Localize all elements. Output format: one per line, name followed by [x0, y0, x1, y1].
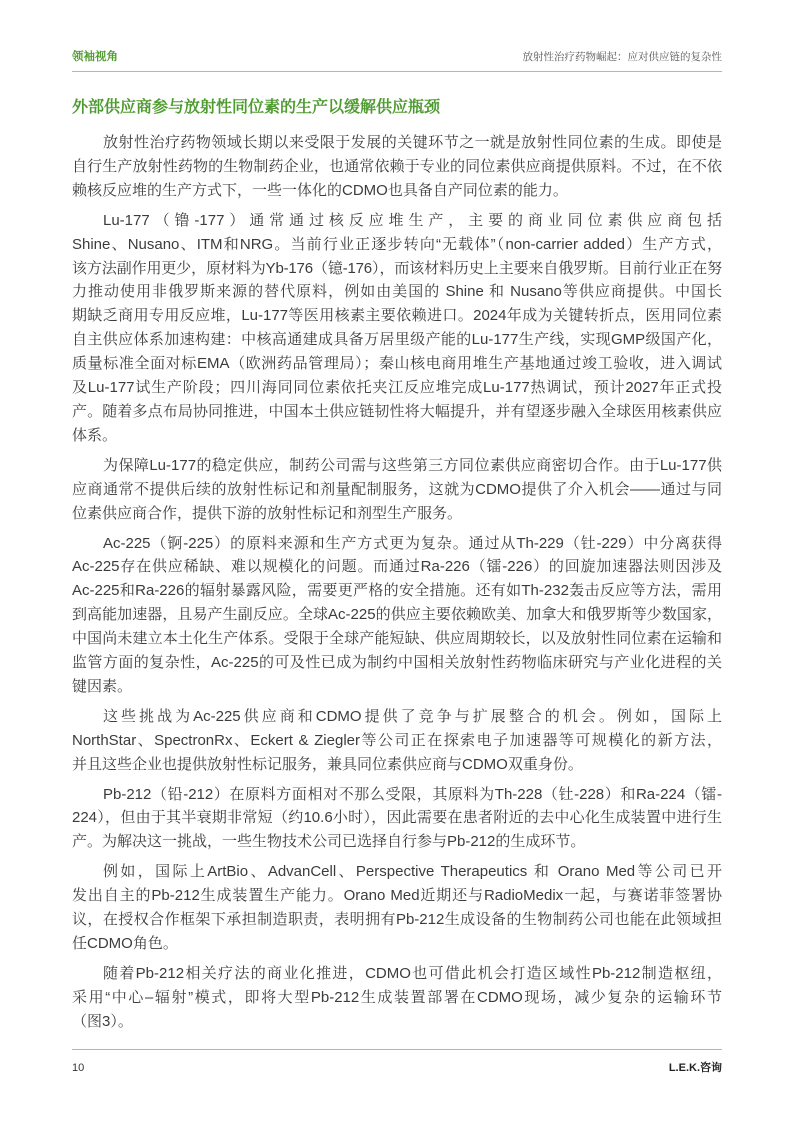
body-paragraph [72, 209, 722, 448]
text-line: Shine、Nusano、ITM和NRG。当前行业正逐步转向“无载体”（non-carrier added）生产方式， [72, 235, 722, 253]
body-paragraph [72, 962, 722, 1034]
header-divider [72, 71, 722, 72]
section-heading: 外部供应商参与放射性同位素的生产以缓解供应瓶颈 [72, 99, 441, 116]
text-line: 该方法副作用更少，原材料为Yb-176（镱-176），而该材料历史上主要来自俄罗斯。目前行业正在努 [72, 259, 722, 277]
body-paragraph [72, 532, 722, 699]
text-line: 议，在授权合作框架下承担制造职责，表明拥有Pb-212生成设备的生物制药公司也能在此领域担 [72, 911, 722, 929]
text-line: 发出自主的Pb-212生成装置生产能力。Orano Med近期还与RadioMedix一起，与赛诺菲签署协 [72, 887, 722, 905]
text-line: （图3）。 [72, 1012, 133, 1030]
text-line: NorthStar、SpectronRx、Eckert & Ziegler等公司正在探索电子加速器等可规模化的新方法， [72, 731, 722, 749]
text-line: 应商通常不提供后续的放射性标记和剂量配制服务，这就为CDMO提供了介入机会——通过与同 [72, 480, 722, 498]
text-line: 体系。 [72, 426, 118, 444]
text-line: 及Lu-177试生产阶段；四川海同同位素依托夹江反应堆完成Lu-177热调试，预计2027年正式投 [72, 379, 722, 397]
brand-name: L.E.K.咨询 [668, 1062, 722, 1074]
text-line: 并且这些企业也提供放射性标记服务，兼具同位素供应商与CDMO双重身份。 [72, 755, 583, 773]
text-line: 自主供应体系加速构建：中核高通建成具备万居里级产能的Lu-177生产线，实现GMP级国产化， [72, 331, 722, 349]
text-line: 这些挑战为Ac-225供应商和CDMO提供了竞争与扩展整合的机会。例如，国际上 [103, 707, 722, 725]
section-label: 领袖视角 [72, 51, 118, 63]
text-line: 期缺乏商用专用反应堆，Lu-177等医用核素主要依赖进口。2024年成为关键转折点，医用同位素 [72, 307, 722, 325]
text-line: 例如，国际上ArtBio、AdvanCell、Perspective Therapeutics 和 Orano Med等公司已开 [103, 863, 722, 881]
text-line: 随着Pb-212相关疗法的商业化推进，CDMO也可借此机会打造区域性Pb-212制造枢纽， [103, 964, 722, 982]
document-title: 放射性治疗药物崛起：应对供应链的复杂性 [522, 51, 722, 63]
article-body [72, 131, 722, 1040]
text-line: 224），但由于其半衰期非常短（约10.6小时），因此需要在患者附近的去中心化生成装置中进行生 [72, 809, 722, 827]
body-paragraph [72, 860, 722, 956]
text-line: 监管方面的复杂性，Ac-225的可及性已成为制约中国相关放射性药物临床研究与产业化进程的关 [72, 654, 722, 672]
text-line: 力推动使用非俄罗斯来源的替代原料，例如由美国的 Shine 和 Nusano等供应商提供。中国长 [72, 283, 722, 301]
text-line: 放射性治疗药物领域长期以来受限于发展的关键环节之一就是放射性同位素的生成。即使是 [103, 134, 722, 151]
text-line: Ac-225（锕-225）的原料来源和生产方式更为复杂。通过从Th-229（钍-229）中分离获得 [103, 534, 722, 552]
body-paragraph [72, 454, 722, 526]
text-line: 自行生产放射性药物的生物制药企业，也通常依赖于专业的同位素供应商提供原料。不过，在不依 [72, 157, 722, 175]
text-line: 产。为解决这一挑战，一些生物技术公司已选择自行参与Pb-212的生成环节。 [72, 833, 586, 851]
text-line: Ac-225和Ra-226的辐射暴露风险，需要更严格的安全措施。还有如Th-232轰击反应等方法，需用 [72, 582, 722, 600]
text-line: 产。随着多点布局协同推进，中国本土供应链韧性将大幅提升，并有望逐步融入全球医用核素供应 [72, 402, 722, 420]
text-line: 赖核反应堆的生产方式下，一些一体化的CDMO也具备自产同位素的能力。 [72, 181, 568, 199]
text-line: 键因素。 [72, 677, 133, 695]
text-line: 质量标准全面对标EMA（欧洲药品管理局）；秦山核电商用堆生产基地通过竣工验收，进入调试 [72, 355, 722, 373]
text-line: 中国尚未建立本土化生产体系。受限于全球产能短缺、供应周期较长，以及放射性同位素在运输和 [72, 630, 722, 648]
footer-divider [72, 1049, 722, 1050]
text-line: 到高能加速器，且易产生副反应。全球Ac-225的供应主要依赖欧美、加拿大和俄罗斯等少数国家， [72, 606, 722, 624]
body-paragraph [72, 783, 722, 855]
body-paragraph [72, 705, 722, 777]
body-paragraph [72, 131, 722, 203]
text-line: Lu-177（镥-177）通常通过核反应堆生产，主要的商业同位素供应商包括 [103, 211, 722, 229]
text-line: 为保障Lu-177的稳定供应，制药公司需与这些第三方同位素供应商密切合作。由于Lu-177供 [103, 456, 722, 474]
text-line: Pb-212（铅-212）在原料方面相对不那么受限，其原料为Th-228（钍-228）和Ra-224（镭- [103, 785, 722, 803]
page-number: 10 [72, 1062, 85, 1074]
text-line: 采用“中心–辐射”模式，即将大型Pb-212生成装置部署在CDMO现场，减少复杂的运输环节 [72, 988, 722, 1006]
text-line: 任CDMO角色。 [72, 935, 178, 952]
text-line: 位素供应商合作，提供下游的放射性标记和剂型生产服务。 [72, 504, 463, 522]
text-line: Ac-225存在供应稀缺、难以规模化的问题。而通过Ra-226（镭-226）的回旋加速器法则因涉及 [72, 558, 722, 576]
